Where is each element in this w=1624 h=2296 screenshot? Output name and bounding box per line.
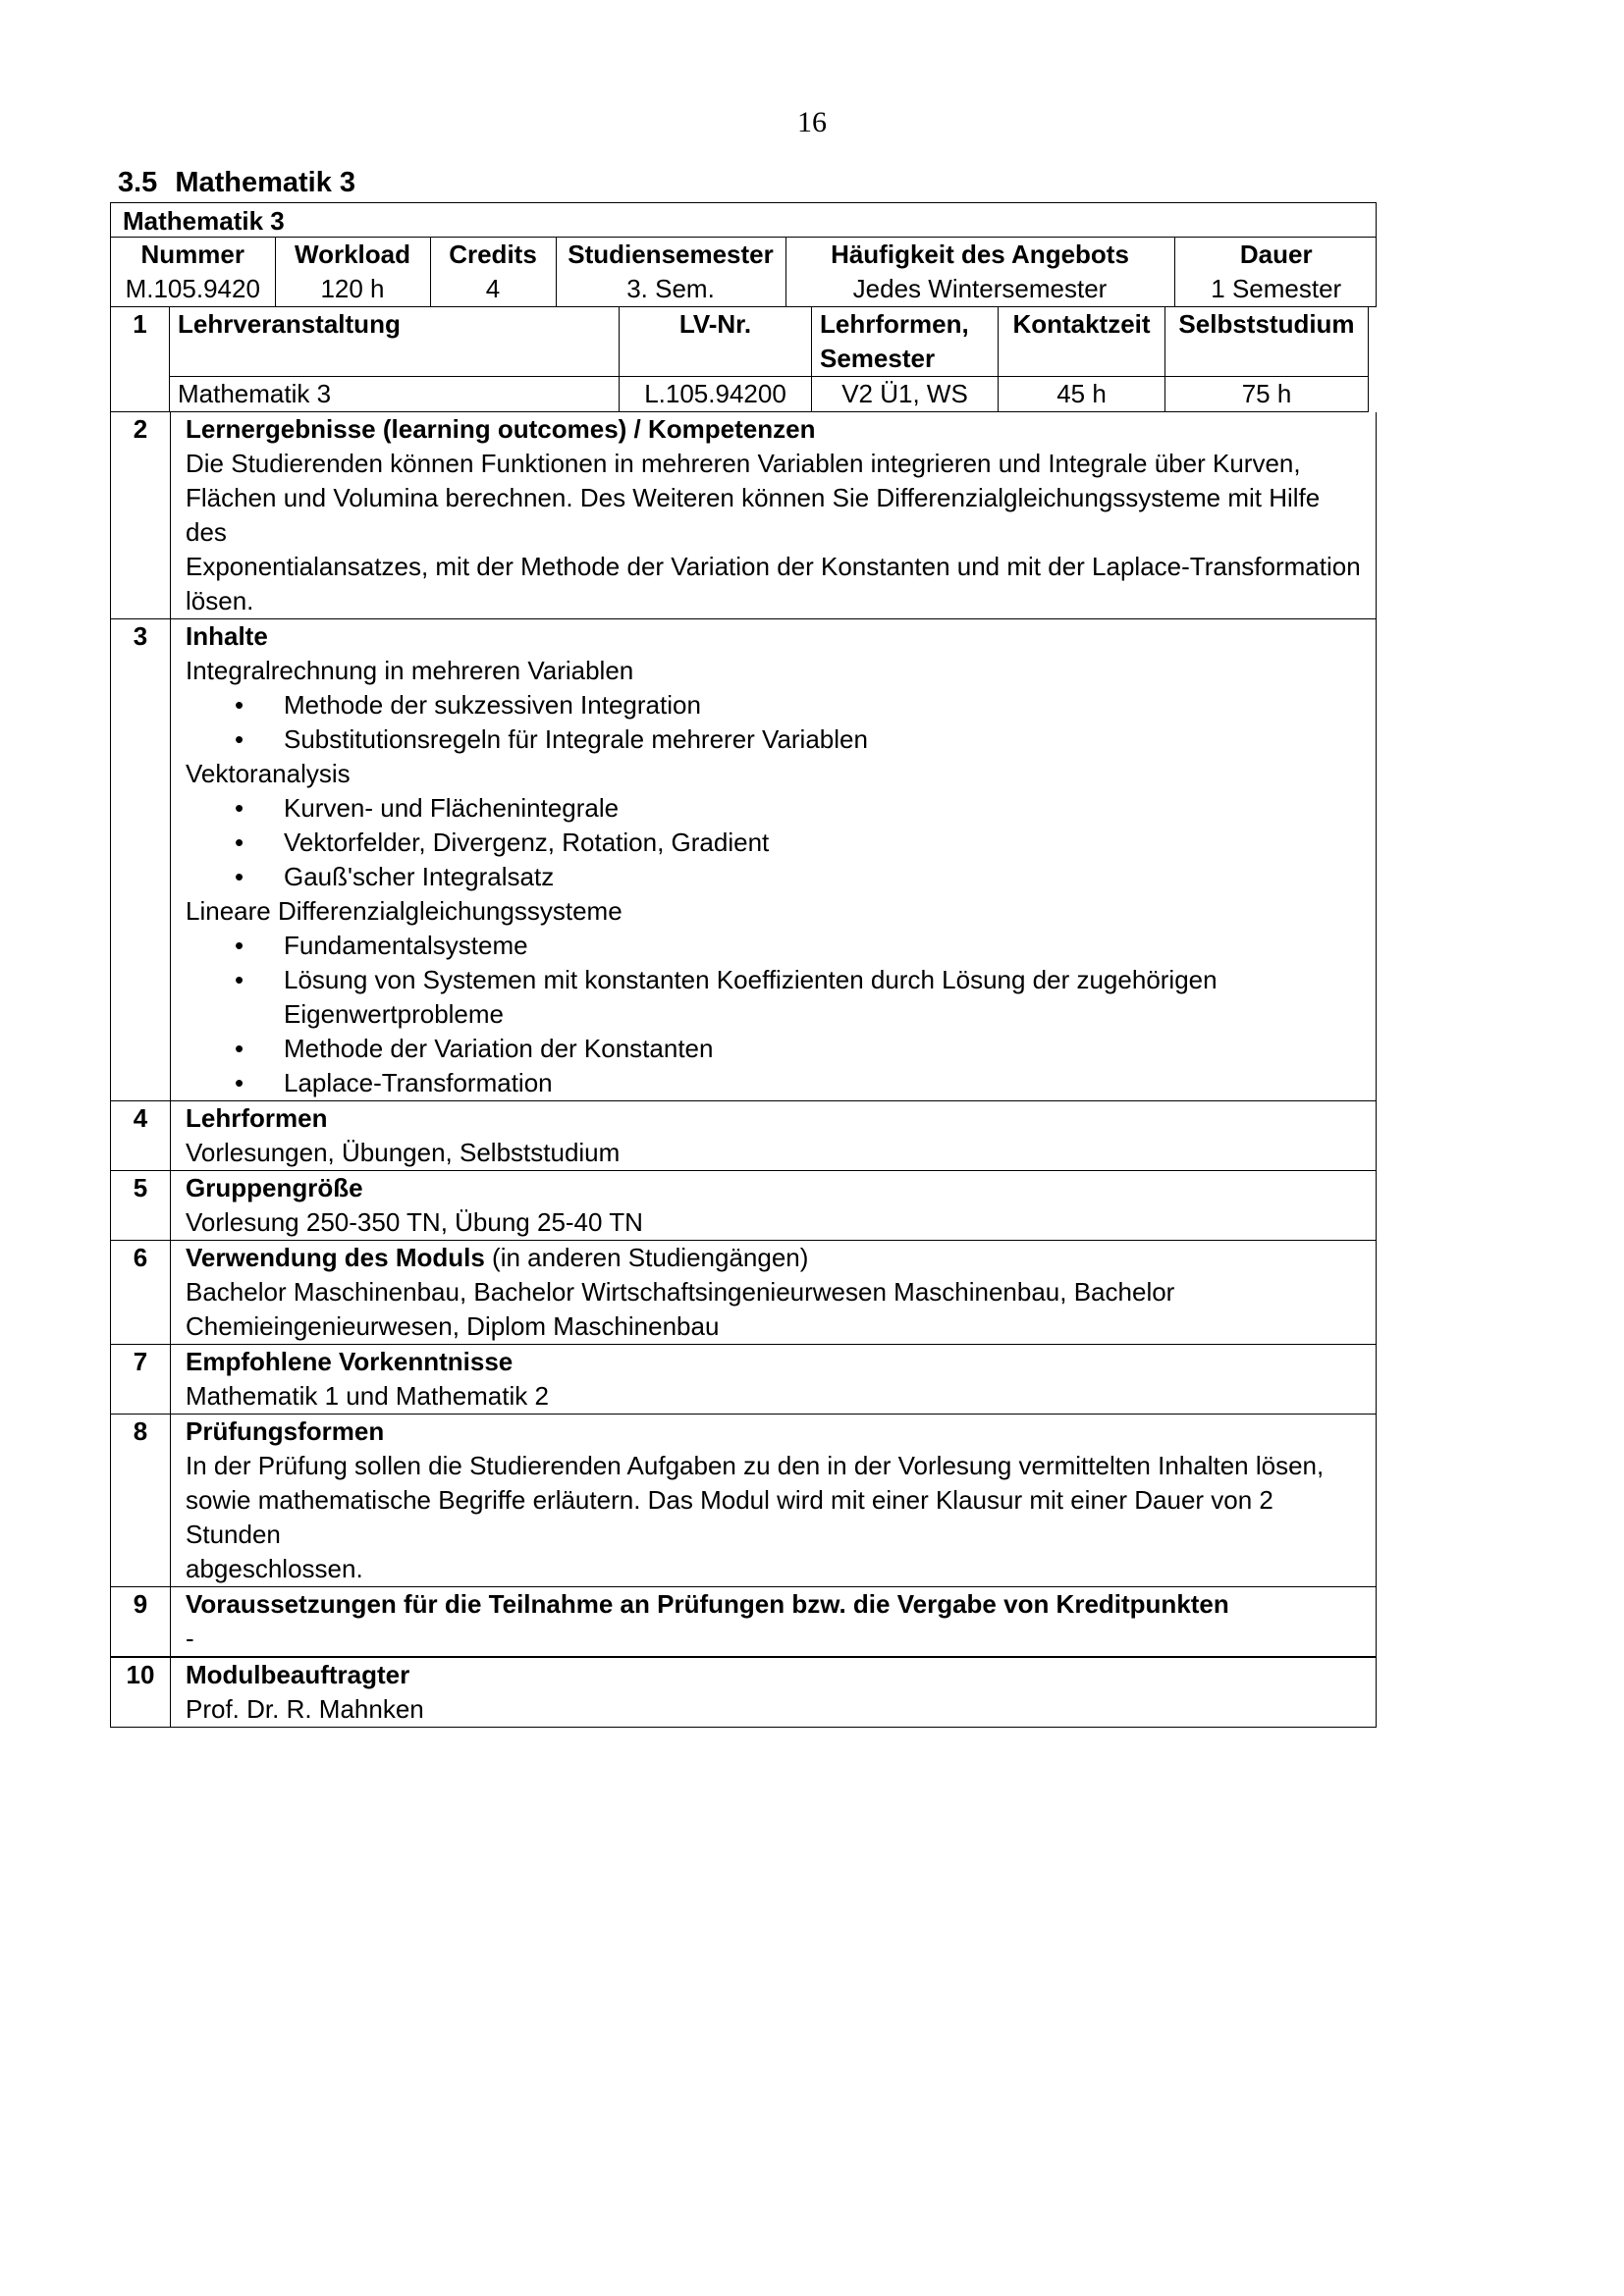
module-title: Mathematik 3 (110, 202, 1377, 238)
section-gruppengroesse (110, 1171, 1377, 1241)
section-lehrformen (110, 1101, 1377, 1171)
lehrformen-heading: Lehrformen (186, 1103, 328, 1133)
inhalte-group-title: Integralrechnung in mehreren Variablen (186, 656, 634, 685)
meta-header-nummer: Nummer (111, 238, 275, 272)
lehrveranstaltung-table (110, 307, 1369, 412)
module-meta (110, 238, 1377, 307)
vorkenntnisse-heading: Empfohlene Vorkenntnisse (186, 1347, 514, 1376)
section-number-2: 2 (111, 412, 171, 618)
section-voraussetzungen (110, 1587, 1377, 1657)
section-inhalte (110, 619, 1377, 1101)
lv-value-selbststudium: 75 h (1165, 377, 1369, 412)
verwendung-heading-suffix: (in anderen Studiengängen) (484, 1243, 809, 1272)
voraussetzungen-heading: Voraussetzungen für die Teilnahme an Prüfungen bzw. die Vergabe von Kreditpunkten (186, 1589, 1229, 1619)
meta-value-nummer: M.105.9420 (111, 272, 275, 306)
meta-value-haeufigkeit: Jedes Wintersemester (785, 272, 1174, 306)
list-item: • Fundamentalsysteme (284, 929, 1366, 963)
verwendung-line: Bachelor Maschinenbau, Bachelor Wirtschaftsingenieurwesen Maschinenbau, Bachelor (186, 1277, 1175, 1307)
meta-value-studiensemester: 3. Sem. (556, 272, 785, 306)
lv-header-lehrformen-line1: Lehrformen, (820, 309, 969, 339)
lv-header-lvnr: LV-Nr. (620, 307, 812, 377)
inhalte-list (186, 688, 1366, 757)
list-item: • Methode der sukzessiven Integration (284, 688, 1366, 722)
list-item: • Substitutionsregeln für Integrale mehrerer Variablen (284, 722, 1366, 757)
section-lernergebnisse (110, 412, 1377, 619)
meta-header-workload: Workload (275, 238, 430, 272)
list-item: • Gauß'scher Integralsatz (284, 860, 1366, 894)
lv-header-kontaktzeit: Kontaktzeit (999, 307, 1165, 377)
lv-header-lehrveranstaltung: Lehrveranstaltung (170, 307, 620, 377)
section-number-4: 4 (111, 1101, 171, 1170)
modulbeauftragter-text: Prof. Dr. R. Mahnken (186, 1694, 424, 1724)
list-item: • Kurven- und Flächenintegrale (284, 791, 1366, 826)
lv-value-kontaktzeit: 45 h (999, 377, 1165, 412)
section-number-1: 1 (111, 307, 170, 412)
lv-header-selbststudium: Selbststudium (1165, 307, 1369, 377)
lv-header-lehrformen (812, 307, 999, 377)
verwendung-heading-line (186, 1241, 1366, 1275)
section-number-9: 9 (111, 1587, 171, 1656)
list-item: • Vektorfelder, Divergenz, Rotation, Gradient (284, 826, 1366, 860)
section-title: Mathematik 3 (175, 167, 356, 198)
section-number-7: 7 (111, 1345, 171, 1414)
section-vorkenntnisse (110, 1345, 1377, 1415)
section-number-10: 10 (111, 1658, 171, 1727)
lernergebnisse-line: Exponentialansatzes, mit der Methode der Variation der Konstanten und mit der Laplace-Transformation (186, 552, 1361, 581)
section-verwendung (110, 1241, 1377, 1345)
section-number: 3.5 (118, 167, 158, 198)
page-number: 16 (797, 106, 827, 138)
section-heading (118, 167, 355, 199)
gruppengroesse-text: Vorlesung 250-350 TN, Übung 25-40 TN (186, 1207, 643, 1237)
meta-header-haeufigkeit: Häufigkeit des Angebots (785, 238, 1174, 272)
list-item (284, 963, 1366, 1032)
voraussetzungen-text: - (186, 1624, 194, 1653)
verwendung-heading: Verwendung des Moduls (186, 1243, 485, 1272)
section-number-8: 8 (111, 1415, 171, 1586)
lernergebnisse-line: Die Studierenden können Funktionen in mehreren Variablen integrieren und Integrale über Kurven, (186, 449, 1301, 478)
meta-value-dauer: 1 Semester (1211, 274, 1342, 303)
meta-header-credits: Credits (430, 238, 556, 272)
lv-header-lehrformen-line2: Semester (820, 344, 936, 373)
pruefungsformen-heading: Prüfungsformen (186, 1416, 385, 1446)
pruefungsformen-line: sowie mathematische Begriffe erläutern. Das Modul wird mit einer Klausur mit einer Dauer von 2 Stunden (186, 1485, 1273, 1549)
lernergebnisse-heading: Lernergebnisse (learning outcomes) / Kompetenzen (186, 414, 816, 444)
lv-value-lehrveranstaltung: Mathematik 3 (170, 377, 620, 412)
inhalte-group-title: Vektoranalysis (186, 759, 351, 788)
lv-value-lehrformen: V2 Ü1, WS (812, 377, 999, 412)
list-item: • Laplace-Transformation (284, 1066, 1366, 1100)
inhalte-list (186, 791, 1366, 894)
lv-value-lvnr: L.105.94200 (620, 377, 812, 412)
section-number-3: 3 (111, 619, 171, 1100)
pruefungsformen-line: abgeschlossen. (186, 1554, 363, 1583)
inhalte-heading: Inhalte (186, 621, 268, 651)
verwendung-line: Chemieingenieurwesen, Diplom Maschinenbau (186, 1311, 720, 1341)
section-number-5: 5 (111, 1171, 171, 1240)
gruppengroesse-heading: Gruppengröße (186, 1173, 363, 1202)
list-item-line: • Lösung von Systemen mit konstanten Koeffizienten durch Lösung der zugehörigen (284, 965, 1218, 994)
meta-value-credits: 4 (430, 272, 556, 306)
lehrformen-text: Vorlesungen, Übungen, Selbststudium (186, 1138, 621, 1167)
lernergebnisse-line: Flächen und Volumina berechnen. Des Weiteren können Sie Differenzialgleichungssysteme mit Hilfe des (186, 483, 1321, 547)
meta-header-studiensemester: Studiensemester (556, 238, 785, 272)
meta-header-dauer: Dauer (1239, 240, 1313, 269)
inhalte-group-title: Lineare Differenzialgleichungssysteme (186, 896, 623, 926)
section-modulbeauftragter (110, 1657, 1377, 1728)
list-item-line: Eigenwertprobleme (284, 999, 505, 1029)
inhalte-list (186, 929, 1366, 1100)
section-number-6: 6 (111, 1241, 171, 1344)
meta-value-workload: 120 h (275, 272, 430, 306)
modulbeauftragter-heading: Modulbeauftragter (186, 1660, 410, 1689)
section-pruefungsformen (110, 1415, 1377, 1587)
list-item: • Methode der Variation der Konstanten (284, 1032, 1366, 1066)
module-table (110, 202, 1377, 1728)
lernergebnisse-line: lösen. (186, 586, 254, 615)
vorkenntnisse-text: Mathematik 1 und Mathematik 2 (186, 1381, 549, 1411)
pruefungsformen-line: In der Prüfung sollen die Studierenden Aufgaben zu den in der Vorlesung vermittelten Inhalten lösen, (186, 1451, 1325, 1480)
